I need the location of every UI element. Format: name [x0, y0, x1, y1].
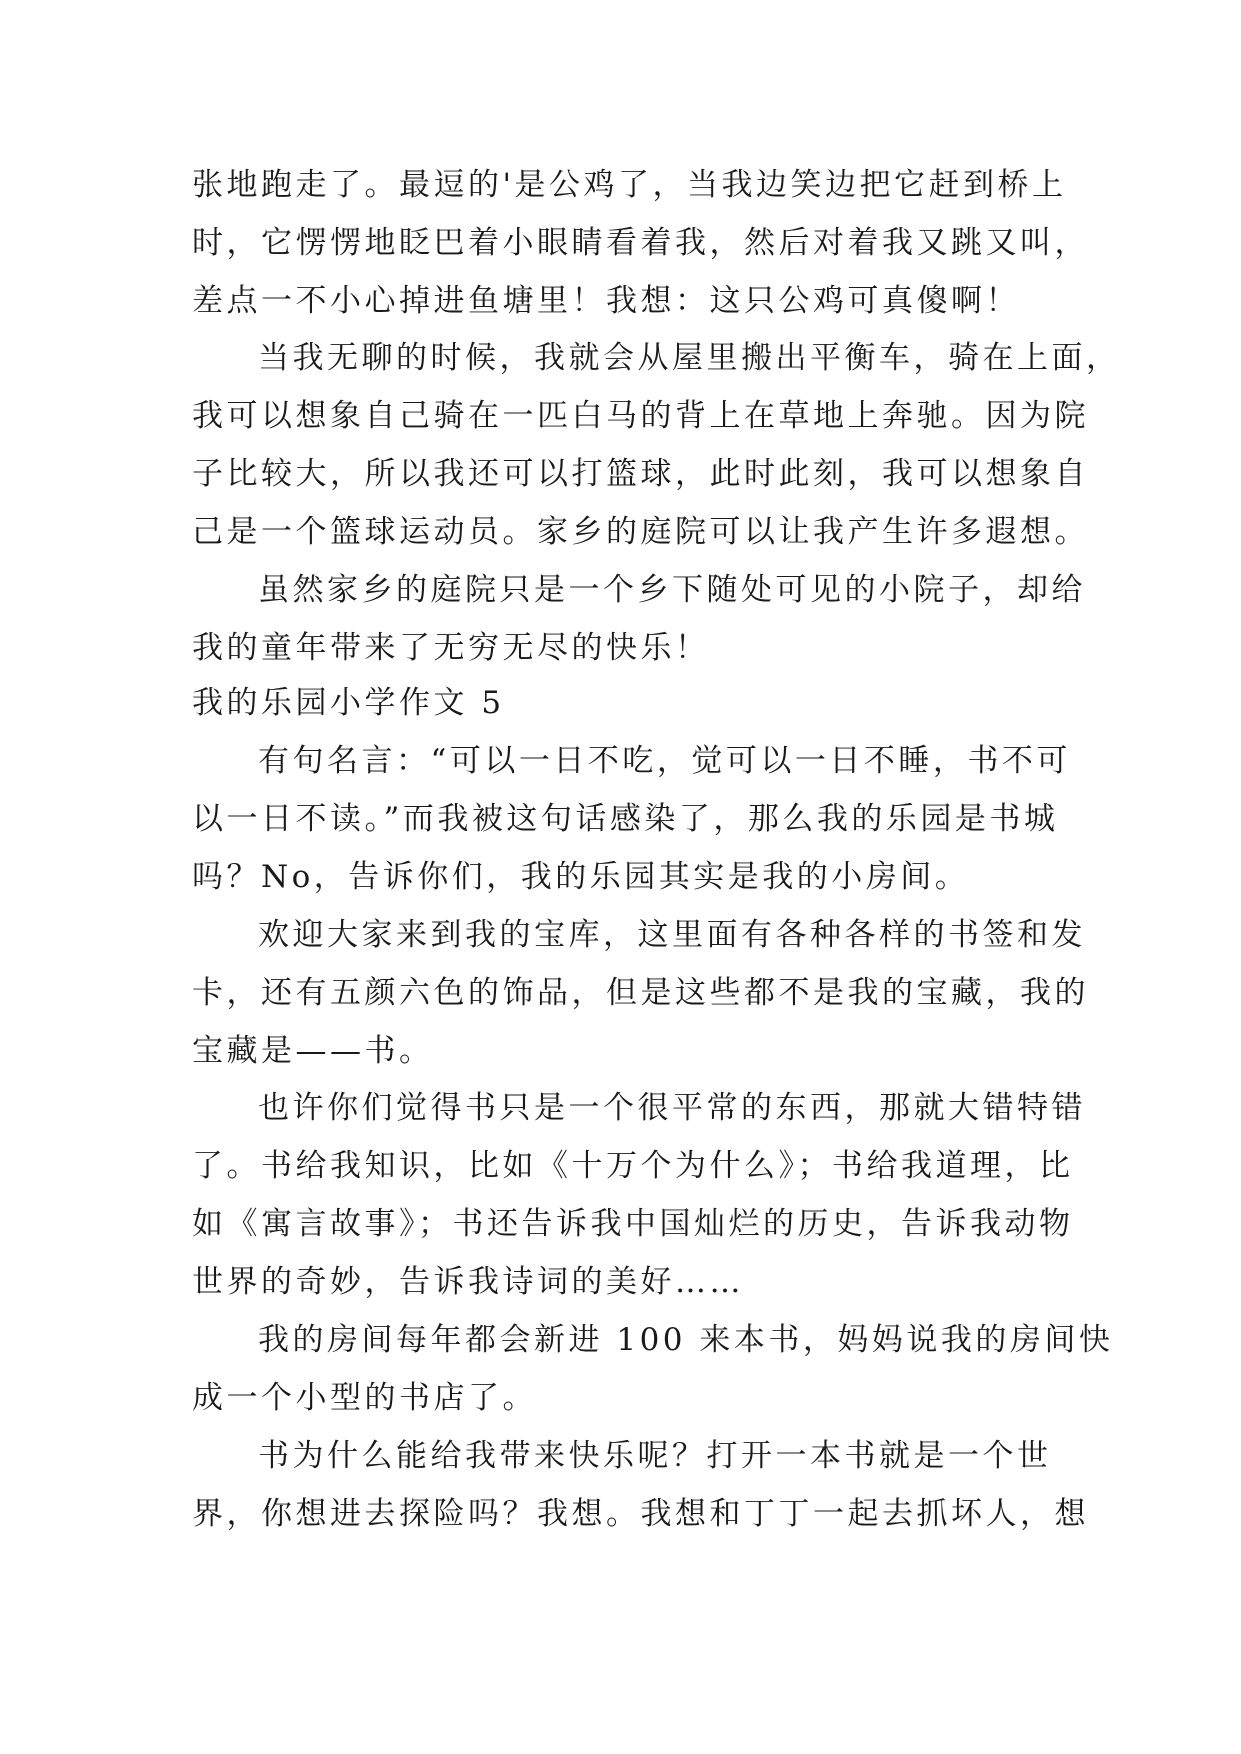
- text-line: 虽然家乡的庭院只是一个乡下随处可见的小院子，却给: [258, 572, 1086, 608]
- text-line: 己是一个篮球运动员。家乡的庭院可以让我产生许多遐想。: [192, 514, 1089, 550]
- text-line: 子比较大，所以我还可以打篮球，此时此刻，我可以想象自: [192, 456, 1089, 492]
- text-line: 成一个小型的书店了。: [192, 1380, 537, 1416]
- text-line: 也许你们觉得书只是一个很平常的东西，那就大错特错: [258, 1090, 1086, 1126]
- text-line: 张地跑走了。最逗的'是公鸡了，当我边笑边把它赶到桥上: [192, 167, 1067, 203]
- text-line: 世界的奇妙，告诉我诗词的美好……: [192, 1264, 744, 1300]
- text-line: 有句名言：“可以一日不吃，觉可以一日不睡，书不可: [258, 743, 1071, 779]
- text-line: 书为什么能给我带来快乐呢？打开一本书就是一个世: [258, 1438, 1052, 1474]
- text-line: 了。书给我知识，比如《十万个为什么》；书给我道理，比: [192, 1148, 1074, 1184]
- text-line: 差点一不小心掉进鱼塘里！我想：这只公鸡可真傻啊！: [192, 283, 1020, 319]
- text-line: 界，你想进去探险吗？我想。我想和丁丁一起去抓坏人，想: [192, 1496, 1089, 1532]
- text-line: 时，它愣愣地眨巴着小眼睛看着我，然后对着我又跳又叫，: [192, 225, 1089, 261]
- text-line: 宝藏是——书。: [192, 1033, 434, 1069]
- text-line: 以一日不读。”而我被这句话感染了，那么我的乐园是书城: [192, 801, 1059, 837]
- section-heading: 我的乐园小学作文 5: [192, 685, 505, 721]
- text-line: 欢迎大家来到我的宝库，这里面有各种各样的书签和发: [258, 917, 1086, 953]
- text-line: 我可以想象自己骑在一匹白马的背上在草地上奔驰。因为院: [192, 398, 1089, 434]
- text-line: 卡，还有五颜六色的饰品，但是这些都不是我的宝藏，我的: [192, 975, 1089, 1011]
- text-line: 吗？No，告诉你们，我的乐园其实是我的小房间。: [192, 859, 970, 895]
- text-line: 如《寓言故事》；书还告诉我中国灿烂的历史，告诉我动物: [192, 1206, 1074, 1242]
- text-line: 我的房间每年都会新进 100 来本书，妈妈说我的房间快: [258, 1322, 1114, 1358]
- text-line: 当我无聊的时候，我就会从屋里搬出平衡车，骑在上面，: [258, 340, 1121, 376]
- text-line: 我的童年带来了无穷无尽的快乐！: [192, 630, 710, 666]
